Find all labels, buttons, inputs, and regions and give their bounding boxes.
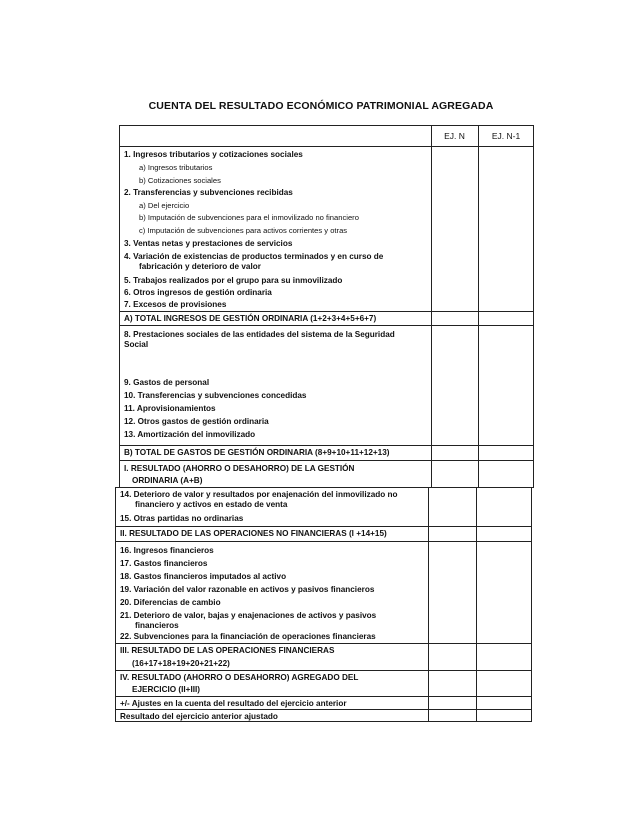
row-6: 6. Otros ingresos de gestión ordinaria (124, 288, 272, 297)
row-16: 16. Ingresos financieros (120, 546, 214, 555)
row-2b: b) Imputación de subvenciones para el inmovilizado no financiero (139, 213, 359, 222)
header-ej-n: EJ. N (444, 131, 465, 141)
row-14-cont: financiero y activos en estado de venta (135, 500, 288, 509)
row-1: 1. Ingresos tributarios y cotizaciones sociales (124, 150, 303, 159)
row-total-a: A) TOTAL INGRESOS DE GESTIÓN ORDINARIA (1+2+3+4+5+6+7) (124, 314, 377, 323)
row-2: 2. Transferencias y subvenciones recibidas (124, 188, 293, 197)
row-result-iv: IV. RESULTADO (AHORRO O DESAHORRO) AGREGADO DEL (120, 673, 359, 682)
row-12: 12. Otros gastos de gestión ordinaria (124, 417, 269, 426)
row-15: 15. Otras partidas no ordinarias (120, 514, 244, 523)
row-21: 21. Deterioro de valor, bajas y enajenaciones de activos y pasivos (120, 611, 377, 620)
row-17: 17. Gastos financieros (120, 559, 208, 568)
row-5: 5. Trabajos realizados por el grupo para su inmovilizado (124, 276, 343, 285)
row-result-i: I. RESULTADO (AHORRO O DESAHORRO) DE LA GESTIÓN (124, 464, 355, 473)
row-20: 20. Diferencias de cambio (120, 598, 221, 607)
row-4: 4. Variación de existencias de productos terminados y en curso de (124, 252, 384, 261)
row-22: 22. Subvenciones para la financiación de operaciones financieras (120, 632, 376, 641)
row-result-ii: II. RESULTADO DE LAS OPERACIONES NO FINANCIERAS (I +14+15) (120, 529, 387, 538)
row-4-cont: fabricación y deterioro de valor (139, 262, 261, 271)
row-21-cont: financieros (135, 621, 179, 630)
row-13: 13. Amortización del inmovilizado (124, 430, 256, 439)
row-7: 7. Excesos de provisiones (124, 300, 227, 309)
row-result-i-cont: ORDINARIA (A+B) (132, 476, 203, 485)
row-result-iii: III. RESULTADO DE LAS OPERACIONES FINANCIERAS (120, 646, 335, 655)
row-result-iv-cont: EJERCICIO (II+III) (132, 685, 201, 694)
row-3: 3. Ventas netas y prestaciones de servicios (124, 239, 293, 248)
row-1b: b) Cotizaciones sociales (139, 176, 221, 185)
page-title: CUENTA DEL RESULTADO ECONÓMICO PATRIMONIAL AGREGADA (148, 100, 494, 112)
row-19: 19. Variación del valor razonable en activos y pasivos financieros (120, 585, 375, 594)
row-result-iii-cont: (16+17+18+19+20+21+22) (132, 659, 230, 668)
header-ej-n-1: EJ. N-1 (491, 131, 521, 141)
row-18: 18. Gastos financieros imputados al activo (120, 572, 287, 581)
row-14: 14. Deterioro de valor y resultados por enajenación del inmovilizado no (120, 490, 398, 499)
row-10: 10. Transferencias y subvenciones concedidas (124, 391, 307, 400)
row-9: 9. Gastos de personal (124, 378, 210, 387)
row-8: 8. Prestaciones sociales de las entidades del sistema de la Seguridad (124, 330, 395, 339)
row-11: 11. Aprovisionamientos (124, 404, 216, 413)
row-adjustments: +/- Ajustes en la cuenta del resultado del ejercicio anterior (120, 699, 347, 708)
row-2c: c) Imputación de subvenciones para activos corrientes y otras (139, 226, 348, 235)
row-8-cont: Social (124, 340, 149, 349)
row-1a: a) Ingresos tributarios (139, 163, 213, 172)
row-adjusted-result: Resultado del ejercicio anterior ajustado (120, 712, 278, 721)
row-2a: a) Del ejercicio (139, 201, 190, 210)
row-total-b: B) TOTAL DE GASTOS DE GESTIÓN ORDINARIA (8+9+10+11+12+13) (124, 448, 390, 457)
